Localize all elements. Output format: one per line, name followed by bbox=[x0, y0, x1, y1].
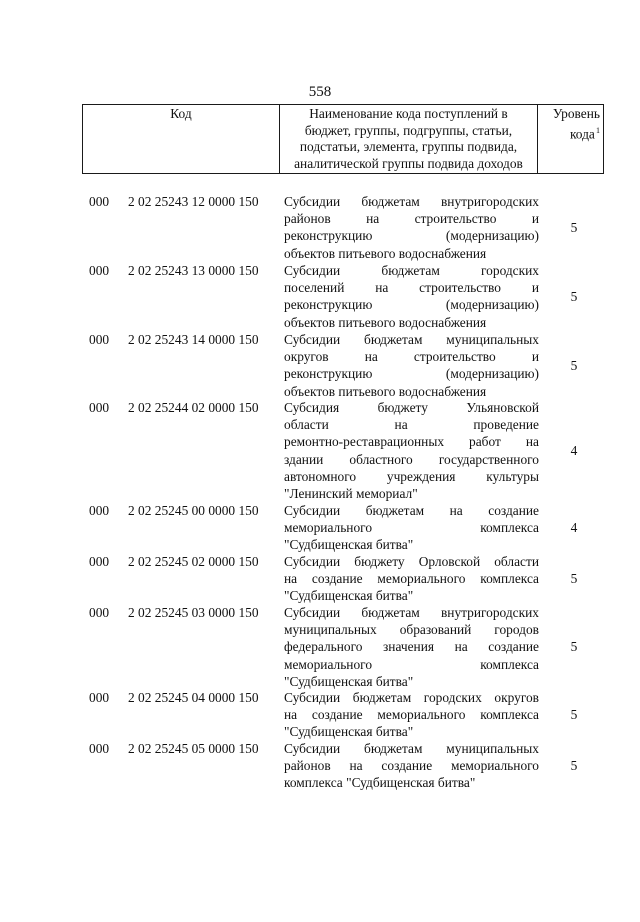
description-line: "Судбищенская битва" bbox=[284, 537, 414, 553]
description-line: объектов питьевого водоснабжения bbox=[284, 314, 487, 330]
row-code: 2 02 25244 02 0000 150 bbox=[128, 400, 259, 415]
header-code-cell bbox=[83, 105, 280, 173]
row-level: 5 bbox=[570, 357, 578, 373]
row-prefix: 000 bbox=[89, 263, 110, 278]
header-name-cell bbox=[280, 105, 538, 173]
description-line: "Судбищенская битва" bbox=[284, 673, 414, 689]
row-description bbox=[284, 262, 539, 331]
description-line: объектов питьевого водоснабжения bbox=[284, 383, 487, 399]
row-code: 2 02 25245 02 0000 150 bbox=[128, 554, 259, 569]
description-line: автономного учреждения культуры bbox=[284, 468, 539, 484]
description-line: Субсидии бюджетам муниципальных bbox=[284, 741, 539, 756]
header-level-word: кода bbox=[569, 125, 595, 141]
description-line: Субсидии бюджетам на создание bbox=[284, 503, 539, 518]
row-level: 5 bbox=[570, 758, 578, 774]
description-line: ремонтно-реставрационных работ на bbox=[284, 434, 539, 450]
row-code: 2 02 25243 13 0000 150 bbox=[128, 263, 259, 278]
row-level: 4 bbox=[570, 443, 578, 458]
description-line: Субсидии бюджету Орловской области bbox=[284, 554, 539, 569]
description-line: мемориального комплекса bbox=[284, 520, 539, 536]
description-line: Субсидии бюджетам городских bbox=[284, 263, 539, 278]
row-code: 2 02 25245 00 0000 150 bbox=[128, 503, 259, 518]
description-line: на создание мемориального комплекса bbox=[284, 707, 539, 723]
description-line: Субсидии бюджетам внутригородских bbox=[284, 605, 539, 620]
row-description bbox=[284, 604, 539, 690]
row-level: 5 bbox=[570, 707, 578, 723]
header-code-label: Код bbox=[170, 106, 192, 121]
row-level: 5 bbox=[570, 571, 578, 587]
header-name-label bbox=[280, 105, 537, 172]
description-line: объектов питьевого водоснабжения bbox=[284, 245, 487, 261]
description-line: районов на строительство и bbox=[284, 211, 539, 227]
row-prefix: 000 bbox=[89, 400, 110, 415]
row-description bbox=[284, 740, 539, 792]
description-line: здании областного государственного bbox=[284, 451, 539, 467]
header-level-line: Уровень bbox=[552, 106, 600, 121]
row-prefix: 000 bbox=[89, 554, 110, 569]
row-code: 2 02 25245 05 0000 150 bbox=[128, 741, 259, 756]
description-line: реконструкцию (модернизацию) bbox=[284, 228, 539, 244]
header-name-line: Наименование кода поступлений в bbox=[309, 106, 508, 121]
page-number: 558 bbox=[308, 84, 332, 100]
row-prefix: 000 bbox=[89, 503, 110, 518]
row-code: 2 02 25245 04 0000 150 bbox=[128, 690, 259, 705]
table-header bbox=[82, 104, 604, 174]
description-line: на создание мемориального комплекса bbox=[284, 571, 539, 587]
description-line: реконструкцию (модернизацию) bbox=[284, 297, 539, 313]
description-line: "Судбищенская битва" bbox=[284, 588, 414, 604]
row-prefix: 000 bbox=[89, 605, 110, 620]
description-line: округов на строительство и bbox=[284, 349, 539, 365]
row-level: 5 bbox=[570, 639, 578, 655]
row-prefix: 000 bbox=[89, 741, 110, 756]
row-code: 2 02 25243 12 0000 150 bbox=[128, 194, 259, 209]
row-description bbox=[284, 553, 539, 605]
description-line: комплекса "Судбищенская битва" bbox=[284, 775, 476, 791]
row-code: 2 02 25245 03 0000 150 bbox=[128, 605, 259, 620]
description-line: Субсидия бюджету Ульяновской bbox=[284, 400, 539, 415]
description-line: "Ленинский мемориал" bbox=[284, 485, 418, 501]
description-line: Субсидии бюджетам муниципальных bbox=[284, 332, 539, 347]
row-prefix: 000 bbox=[89, 690, 110, 705]
description-line: области на проведение bbox=[284, 417, 539, 433]
description-line: реконструкцию (модернизацию) bbox=[284, 366, 539, 382]
header-name-line: подстатьи, элемента, группы подвида, bbox=[299, 139, 518, 154]
row-code: 2 02 25243 14 0000 150 bbox=[128, 332, 259, 347]
row-prefix: 000 bbox=[89, 194, 110, 209]
row-prefix: 000 bbox=[89, 332, 110, 347]
footnote-marker: 1 bbox=[596, 125, 600, 135]
header-level-cell bbox=[538, 105, 604, 173]
description-line: поселений на строительство и bbox=[284, 280, 539, 296]
description-line: "Судбищенская битва" bbox=[284, 724, 414, 740]
description-line: федерального значения на создание bbox=[284, 639, 539, 655]
row-description bbox=[284, 331, 539, 400]
description-line: муниципальных образований городов bbox=[284, 622, 539, 638]
row-description bbox=[284, 689, 539, 741]
header-level-label bbox=[538, 105, 604, 142]
row-level: 4 bbox=[570, 520, 578, 536]
header-name-line: бюджет, группы, подгруппы, статьи, bbox=[304, 122, 513, 138]
description-line: мемориального комплекса bbox=[284, 656, 539, 672]
row-level: 5 bbox=[570, 219, 578, 235]
header-level-line bbox=[538, 123, 600, 143]
header-name-line: аналитической группы подвида доходов bbox=[294, 155, 523, 171]
row-description bbox=[284, 399, 539, 502]
row-description bbox=[284, 193, 539, 262]
description-line: Субсидии бюджетам городских округов bbox=[284, 690, 539, 705]
description-line: районов на создание мемориального bbox=[284, 758, 539, 774]
description-line: Субсидии бюджетам внутригородских bbox=[284, 194, 539, 209]
row-description bbox=[284, 502, 539, 554]
row-level: 5 bbox=[570, 288, 578, 304]
